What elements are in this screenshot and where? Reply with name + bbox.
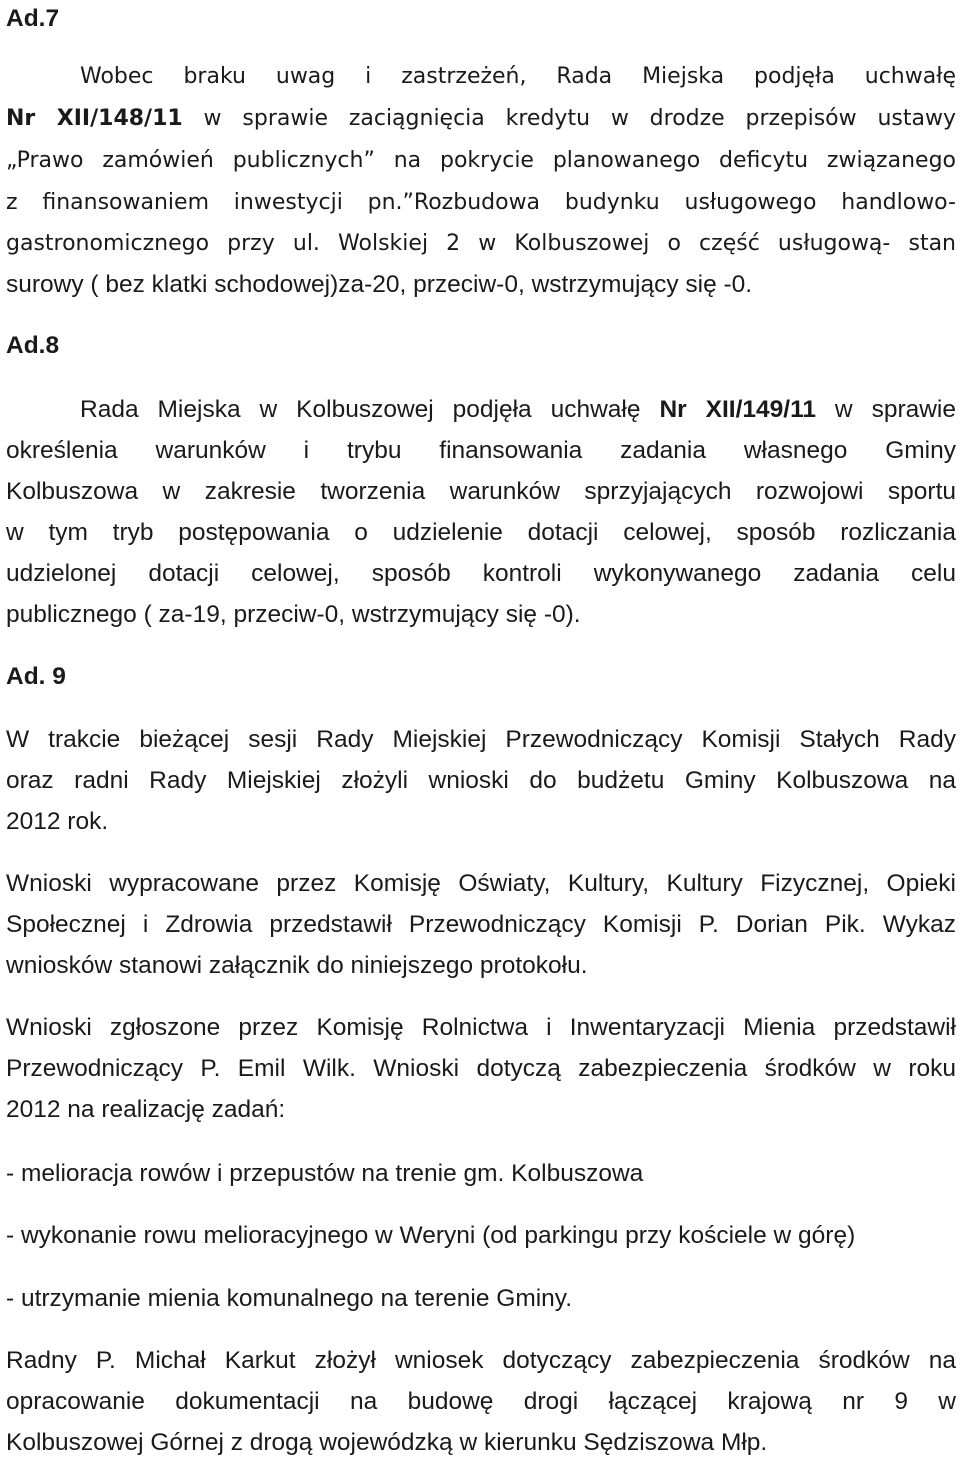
paragraph-line: 2012 na realizację zadań:: [6, 1096, 286, 1123]
section-heading-ad8: Ad.8: [6, 332, 60, 359]
paragraph-line: Przewodniczący P. Emil Wilk. Wnioski dotyczą zabezpieczenia środków w roku: [6, 1055, 956, 1082]
paragraph-line: W trakcie bieżącej sesji Rady Miejskiej Przewodniczący Komisji Stałych Rady: [6, 726, 956, 753]
paragraph-line: Wobec braku uwag i zastrzeżeń, Rada Miejska podjęła uchwałę: [80, 64, 956, 89]
paragraph-line: gastronomicznego przy ul. Wolskiej 2 w Kolbuszowej o część usługową- stan: [6, 231, 956, 256]
paragraph-line: opracowanie dokumentacji na budowę drogi łączącej krajową nr 9 w: [6, 1388, 956, 1415]
list-item: - wykonanie rowu melioracyjnego w Weryni (od parkingu przy kościele w górę): [6, 1222, 856, 1249]
paragraph-line: Radny P. Michał Karkut złożył wniosek dotyczący zabezpieczenia środków na: [6, 1347, 956, 1374]
paragraph-line: Rada Miejska w Kolbuszowej podjęła uchwałę Nr XII/149/11 w sprawie: [80, 396, 956, 423]
paragraph-line: wniosków stanowi załącznik do niniejszego protokołu.: [6, 952, 588, 979]
paragraph-line: Społecznej i Zdrowia przedstawił Przewodniczący Komisji P. Dorian Pik. Wykaz: [6, 911, 956, 938]
paragraph-line: Kolbuszowej Górnej z drogą wojewódzką w kierunku Sędziszowa Młp.: [6, 1429, 768, 1456]
paragraph-line: publicznego ( za-19, przeciw-0, wstrzymujący się -0).: [6, 601, 581, 628]
paragraph-line: udzielonej dotacji celowej, sposób kontroli wykonywanego zadania celu: [6, 560, 956, 587]
paragraph-line: Nr XII/148/11 w sprawie zaciągnięcia kredytu w drodze przepisów ustawy: [6, 106, 956, 131]
paragraph-line: z finansowaniem inwestycji pn.”Rozbudowa budynku usługowego handlowo-: [6, 190, 956, 215]
paragraph-line: Kolbuszowa w zakresie tworzenia warunków sprzyjających rozwojowi sportu: [6, 478, 956, 505]
resolution-number: Nr XII/149/11: [659, 396, 816, 423]
paragraph-line: Wnioski zgłoszone przez Komisję Rolnictwa i Inwentaryzacji Mienia przedstawił: [6, 1014, 956, 1041]
section-heading-ad7: Ad.7: [6, 5, 60, 32]
list-item: - utrzymanie mienia komunalnego na terenie Gminy.: [6, 1285, 573, 1312]
list-item: - melioracja rowów i przepustów na trenie gm. Kolbuszowa: [6, 1160, 644, 1187]
paragraph-line: Wnioski wypracowane przez Komisję Oświaty, Kultury, Kultury Fizycznej, Opieki: [6, 870, 956, 897]
paragraph-line: oraz radni Rady Miejskiej złożyli wnioski do budżetu Gminy Kolbuszowa na: [6, 767, 956, 794]
paragraph-line: w tym tryb postępowania o udzielenie dotacji celowej, sposób rozliczania: [6, 519, 956, 546]
resolution-number: Nr XII/148/11: [6, 106, 183, 131]
paragraph-line: „Prawo zamówień publicznych” na pokrycie planowanego deficytu związanego: [6, 148, 956, 173]
paragraph-line: 2012 rok.: [6, 808, 109, 835]
paragraph-line: określenia warunków i trybu finansowania zadania własnego Gminy: [6, 437, 956, 464]
section-heading-ad9: Ad. 9: [6, 663, 66, 690]
paragraph-line: surowy ( bez klatki schodowej)za-20, przeciw-0, wstrzymujący się -0.: [6, 271, 753, 298]
